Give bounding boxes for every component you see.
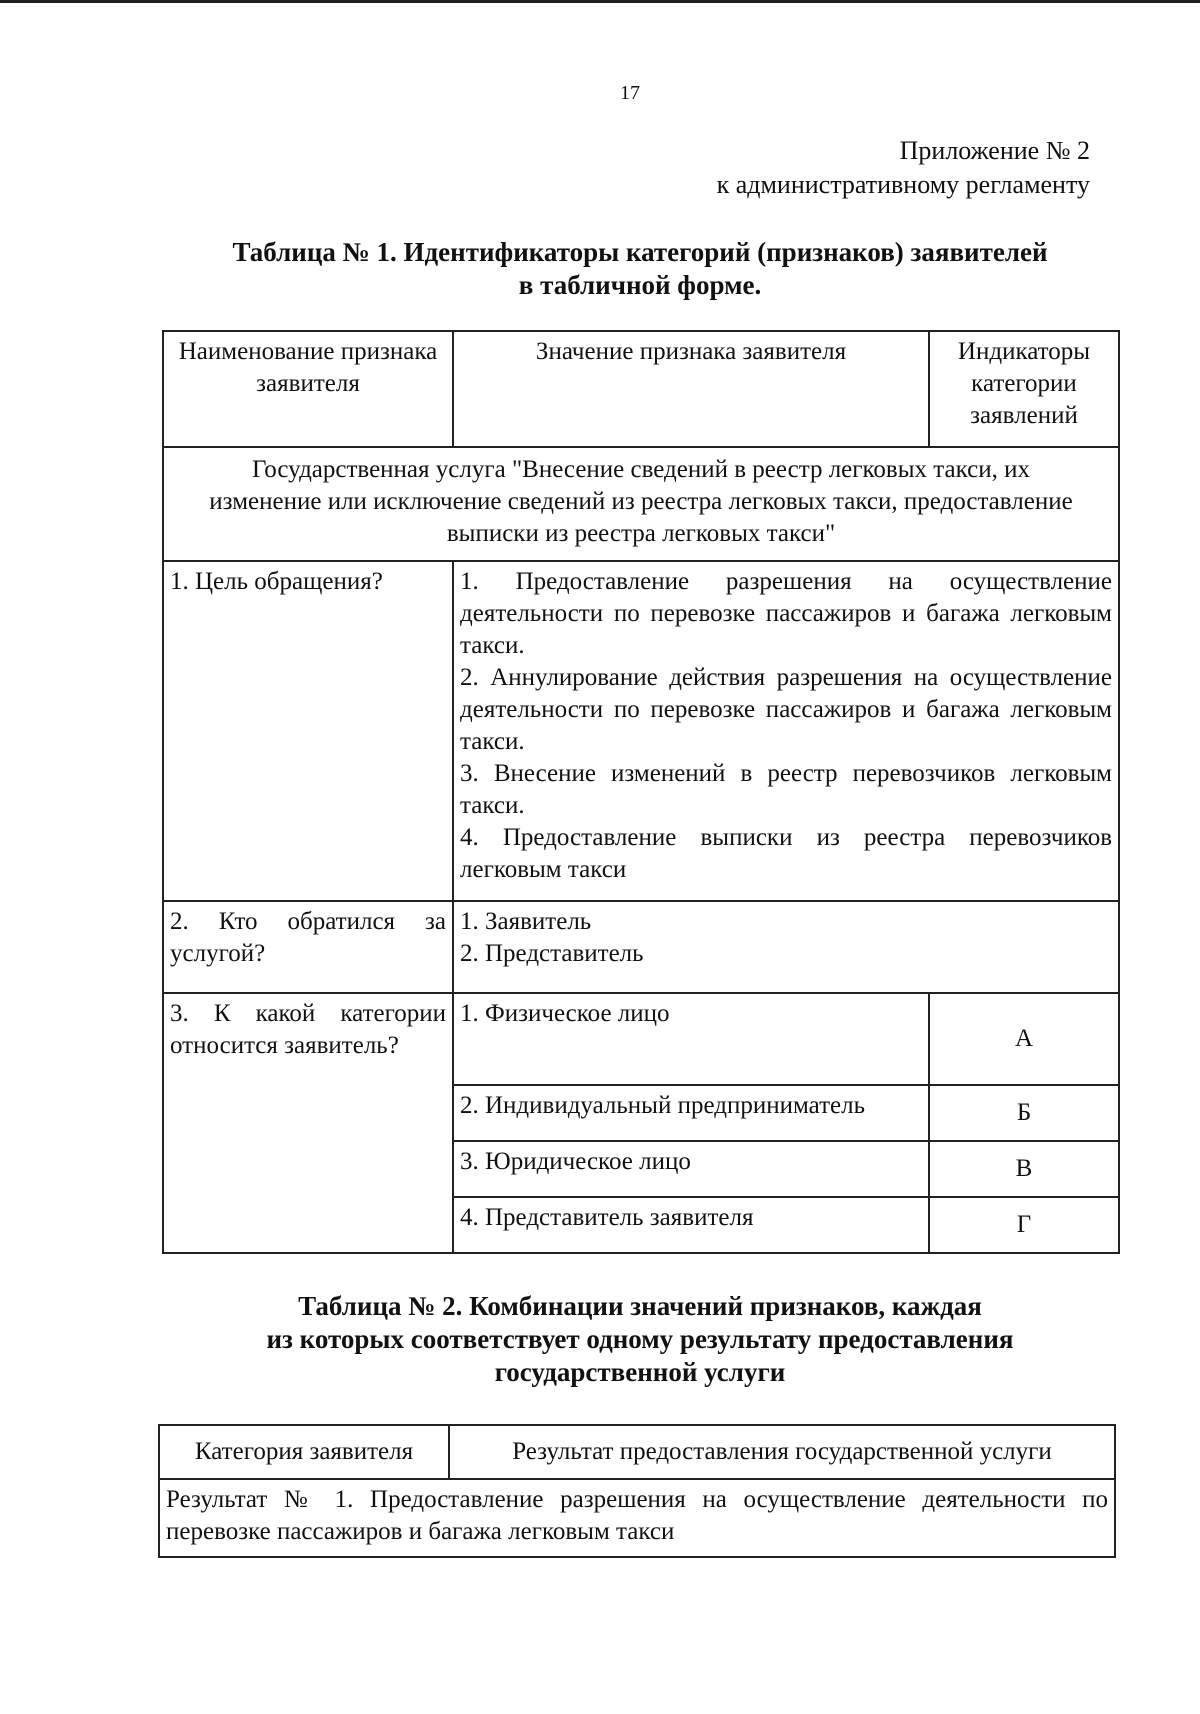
- q2-answer-2: 2. Представитель: [460, 940, 644, 967]
- q1-question: 1. Цель обращения?: [163, 561, 453, 901]
- q2-question: 2. Кто обратился за услугой?: [163, 901, 453, 993]
- header-name: Наименование признака заявителя: [163, 331, 453, 447]
- service-name: Государственная услуга "Внесение сведений в реестр легковых такси, их изменение или исключение сведений из реестра легковых такси, предоставление выписки из реестра легковых такси": [163, 447, 1119, 561]
- table2-title-line-2: из которых соответствует одному результату предоставления: [266, 1324, 1014, 1354]
- header-result: Результат предоставления государственной услуги: [449, 1425, 1115, 1479]
- q3-row-1: [163, 993, 1119, 1085]
- q3-indicator-2: Б: [929, 1085, 1119, 1141]
- q2-answers: [453, 901, 1119, 993]
- result-1: Результат № 1. Предоставление разрешения на осуществление деятельности по перевозке пассажиров и багажа легковым такси: [159, 1479, 1115, 1557]
- table2-header-row: [159, 1425, 1115, 1479]
- table1-header-row: [163, 331, 1119, 447]
- q3-question: 3. К какой категории относится заявитель?: [163, 993, 453, 1253]
- header-value: Значение признака заявителя: [453, 331, 929, 447]
- table-2: [158, 1424, 1116, 1558]
- q1-answer-1: 1. Предоставление разрешения на осуществление деятельности по перевозке пассажиров и багажа легковым такси.: [460, 568, 1112, 659]
- q3-value-4: 4. Представитель заявителя: [453, 1197, 929, 1253]
- q3-value-2: 2. Индивидуальный предприниматель: [453, 1085, 929, 1141]
- q1-answers: [453, 561, 1119, 901]
- header-category: Категория заявителя: [159, 1425, 449, 1479]
- q3-value-1: 1. Физическое лицо: [453, 993, 929, 1085]
- table-1: [162, 330, 1120, 1254]
- table1-title-line-1: Таблица № 1. Идентификаторы категорий (признаков) заявителей: [232, 237, 1048, 267]
- service-row: [163, 447, 1119, 561]
- q3-value-3: 3. Юридическое лицо: [453, 1141, 929, 1197]
- table1-title-line-2: в табличной форме.: [518, 270, 762, 300]
- q1-row: [163, 561, 1119, 901]
- q1-answer-4: 4. Предоставление выписки из реестра перевозчиков легковым такси: [460, 824, 1112, 883]
- q1-answer-3: 3. Внесение изменений в реестр перевозчиков легковым такси.: [460, 760, 1112, 819]
- appendix-line-1: Приложение № 2: [899, 136, 1090, 165]
- table2-title-line-3: государственной услуги: [494, 1357, 786, 1387]
- result-1-row: [159, 1479, 1115, 1557]
- appendix-line-2: к административному регламенту: [716, 170, 1090, 199]
- page-number: 17: [620, 82, 640, 104]
- q3-indicator-1: А: [929, 993, 1119, 1085]
- header-indicator: Индикаторы категории заявлений: [929, 331, 1119, 447]
- q1-answer-2: 2. Аннулирование действия разрешения на осуществление деятельности по перевозке пассажиров и багажа легковым такси.: [460, 664, 1112, 755]
- q2-answer-1: 1. Заявитель: [460, 908, 592, 935]
- q2-row: [163, 901, 1119, 993]
- scan-edge: [0, 0, 1200, 3]
- q3-indicator-3: В: [929, 1141, 1119, 1197]
- q3-indicator-4: Г: [929, 1197, 1119, 1253]
- table2-title-line-1: Таблица № 2. Комбинации значений признаков, каждая: [298, 1291, 982, 1321]
